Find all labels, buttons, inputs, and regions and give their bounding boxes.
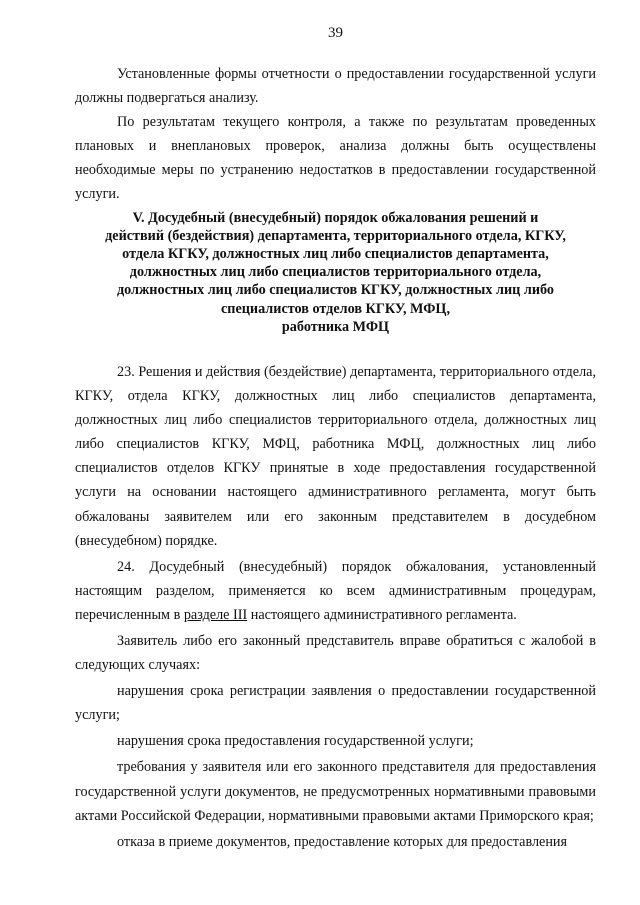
section-heading-line: V. Досудебный (внесудебный) порядок обжалования решений и bbox=[132, 209, 539, 226]
section-heading-line: работника МФЦ bbox=[281, 318, 390, 335]
paragraph-23: 23. Решения и действия (бездействие) департамента, территориального отдела, КГКУ, отдела КГКУ, должностных лиц либо специалистов департамента, должностных лиц либо специалистов территориального отдела, должностных лиц либо специалистов КГКУ, МФЦ, работника МФЦ, должностных лиц либо специалистов отделов КГКУ принятые в ходе предоставления государственной услуги на основании настоящего административного регламента, могут быть обжалованы заявителем или его законным представителем в досудебном (внесудебном) порядке. bbox=[75, 363, 596, 549]
section-heading-line: должностных лиц либо специалистов территориального отдела, bbox=[129, 264, 542, 281]
list-item-refusal: отказа в приеме документов, предоставление которых для предоставления bbox=[117, 833, 568, 850]
section-spacer bbox=[75, 336, 596, 360]
paragraph-24-text: 24. Досудебный (внесудебный) порядок обжалования, установленный настоящим разделом, применяется ко всем административным процедурам, перечисленным в bbox=[75, 558, 596, 623]
section-heading-line: действий (бездействия) департамента, территориального отдела, КГКУ, bbox=[105, 227, 566, 244]
list-item-registration-term: нарушения срока регистрации заявления о предоставлении государственной услуги; bbox=[75, 683, 596, 724]
page-number: 39 bbox=[328, 25, 343, 41]
list-item-service-term: нарушения срока предоставления государственной услуги; bbox=[117, 733, 474, 750]
section-heading bbox=[75, 209, 596, 336]
paragraph-complaint-cases: Заявитель либо его законный представитель вправе обратиться с жалобой в следующих случаях: bbox=[75, 633, 596, 674]
paragraph-24-text-end: настоящего административного регламента. bbox=[247, 606, 517, 623]
section-heading-line: специалистов отделов КГКУ, МФЦ, bbox=[220, 300, 451, 317]
list-item-extra-documents: требования у заявителя или его законного представителя для предоставления государственной услуги документов, не предусмотренных нормативными правовыми актами Российской Федерации, нормативными правовыми актами Приморского края; bbox=[75, 759, 596, 824]
section-iii-link[interactable]: разделе III bbox=[183, 606, 248, 623]
paragraph-24 bbox=[75, 555, 596, 627]
paragraph-control-results: По результатам текущего контроля, а также по результатам проведенных плановых и внеплановых проверок, анализа должны быть осуществлены необходимые меры по устранению недостатков в предоставлении государственной услуги. bbox=[75, 114, 596, 203]
paragraph-reporting-forms: Установленные формы отчетности о предоставлении государственной услуги должны подвергаться анализу. bbox=[75, 66, 596, 107]
section-heading-line: отдела КГКУ, должностных лиц либо специалистов департамента, bbox=[122, 245, 549, 262]
section-heading-line: должностных лиц либо специалистов КГКУ, должностных лиц либо bbox=[116, 282, 555, 299]
